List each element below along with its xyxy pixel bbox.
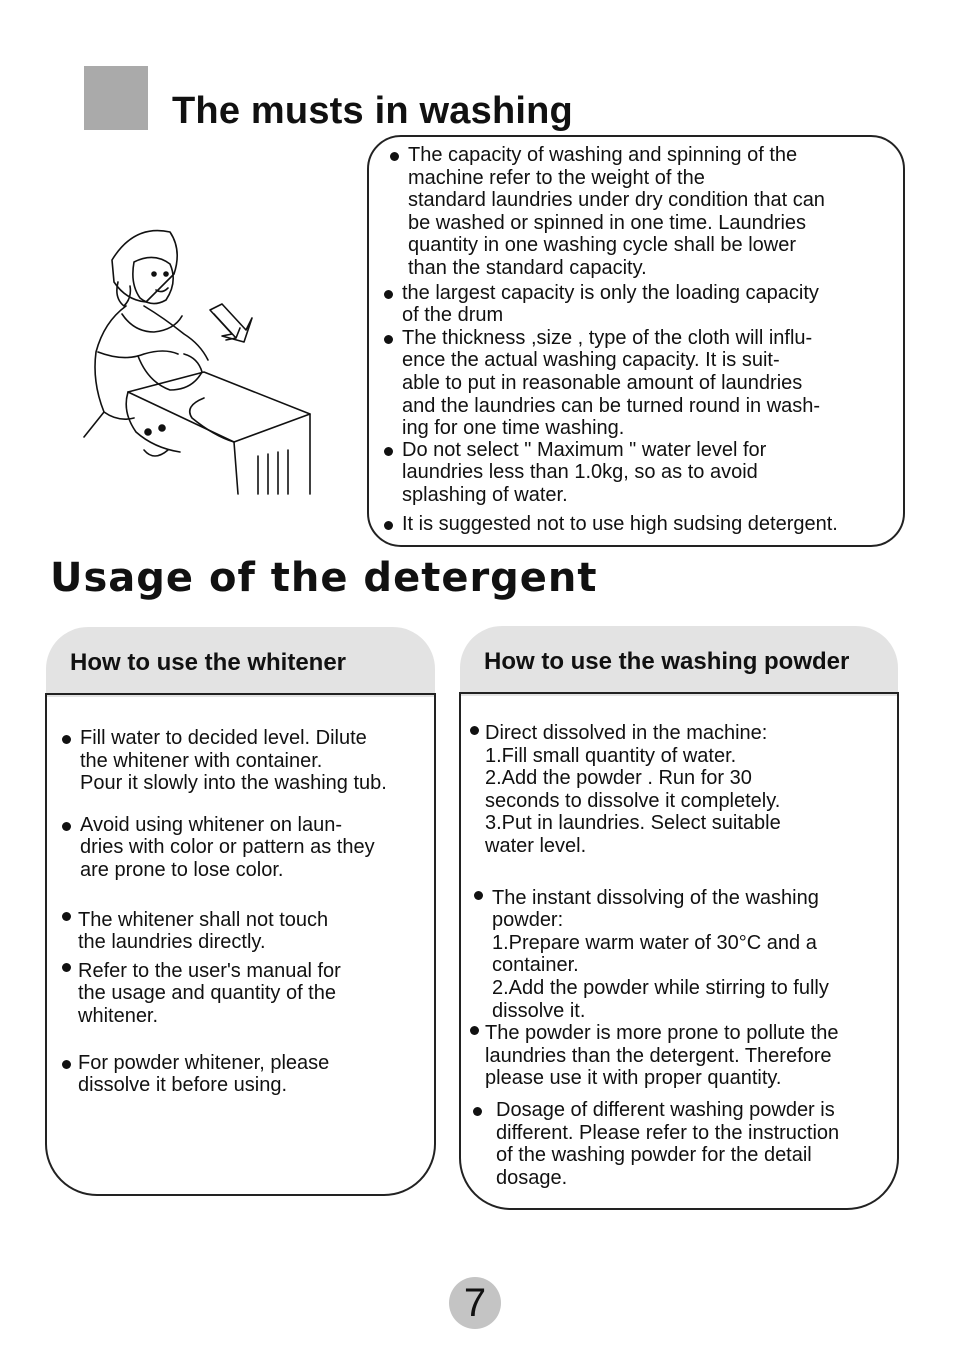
list-item: Dosage of different washing powder is different. Please refer to the instruction of the washing powder for the detail dosage. [468,1099,898,1189]
list-item: Avoid using whitener on laun- dries with color or pattern as they are prone to lose color. [56,814,434,882]
powder-card-header [460,626,898,696]
musts-list [384,144,908,535]
list-item: The instant dissolving of the washing powder: 1.Prepare warm water of 30°C and a container. 2.Add the powder while stirring to fully dissolve it. [468,887,898,1023]
list-item: The thickness ,size , type of the cloth will influ- ence the actual washing capacity. It is suit- able to put in reasonable amount of laundries and the laundries can be turned round in wash- ing for one time washing. [378,327,908,440]
whitener-list [56,727,434,1097]
section-title-detergent: Usage of the detergent [50,555,598,601]
section-title-musts: The musts in washing [172,90,573,132]
list-item: Direct dissolved in the machine: 1.Fill small quantity of water. 2.Add the powder . Run for 30 seconds to dissolve it completely. 3.Put in laundries. Select suitable water level. [468,722,898,858]
woman-washing-illustration [74,222,314,502]
section-marker [84,66,148,130]
list-item: For powder whitener, please dissolve it before using. [56,1052,434,1097]
list-item: Do not select " Maximum " water level for laundries less than 1.0kg, so as to avoid splashing of water. [378,439,908,507]
list-item: Refer to the user's manual for the usage and quantity of the whitener. [56,960,434,1028]
whitener-heading: How to use the whitener [70,649,347,676]
whitener-card-header [46,627,435,697]
list-item: The whitener shall not touch the laundries directly. [56,909,434,954]
list-item: It is suggested not to use high sudsing detergent. [378,513,908,536]
page-number: 7 [449,1277,501,1329]
list-item: the largest capacity is only the loading capacity of the drum [378,282,908,327]
list-item: The powder is more prone to pollute the laundries than the detergent. Therefore please use it with proper quantity. [468,1022,898,1090]
list-item: The capacity of washing and spinning of the machine refer to the weight of the standard laundries under dry condition that can be washed or spinned in one time. Laundries quantity in one washing cycle shall be lower than the standard capacity. [384,144,908,280]
powder-list [468,722,898,1189]
powder-heading: How to use the washing powder [484,648,850,675]
list-item: Fill water to decided level. Dilute the whitener with container. Pour it slowly into the washing tub. [56,727,434,795]
